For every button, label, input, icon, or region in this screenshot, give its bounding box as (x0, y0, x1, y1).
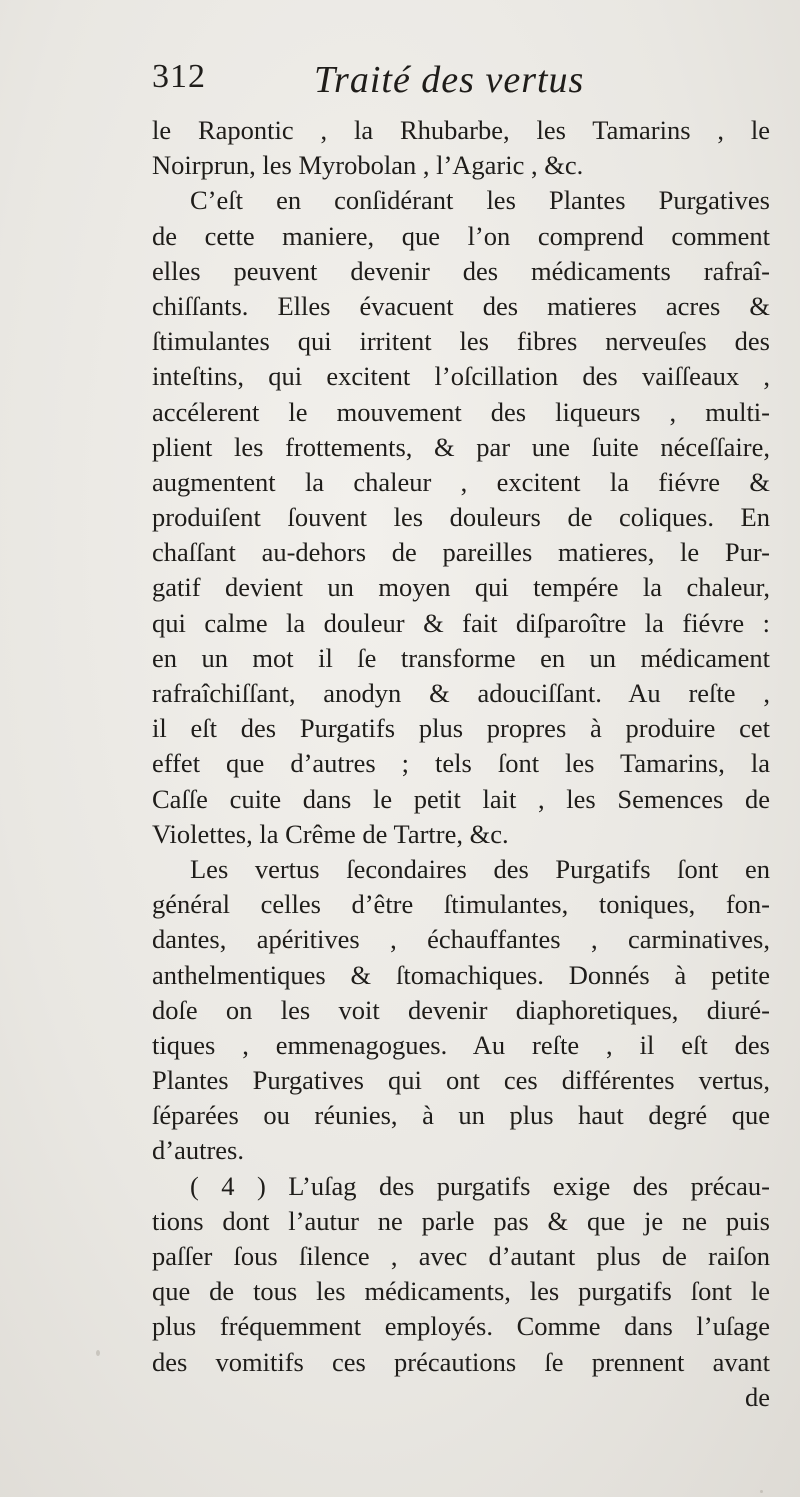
text-line: en un mot il ſe transforme en un médicament (152, 642, 770, 673)
text-line: général celles d’être ſtimulantes, toniques, fon- (152, 889, 770, 920)
text-line: ſtimulantes qui irritent les fibres nerveuſes des (152, 326, 770, 357)
text-line: ſéparées ou réunies, à un plus haut degré que (152, 1100, 770, 1131)
text-line: anthelmentiques & ſtomachiques. Donnés à petite (152, 959, 770, 990)
text-line: qui calme la douleur & fait diſparoître la fiévre : (152, 607, 770, 638)
text-line: chiſſants. Elles évacuent des matieres acres & (152, 290, 770, 321)
text-line: elles peuvent devenir des médicaments rafraî- (152, 255, 770, 286)
text-line: produiſent ſouvent les douleurs de coliques. En (152, 502, 770, 533)
catchword: de (744, 1381, 770, 1412)
text-line: plient les frottements, & par une ſuite néceſſaire, (152, 431, 770, 462)
text-line: dantes, apéritives , échauffantes , carminatives, (152, 924, 770, 955)
paper-spot (96, 1350, 100, 1356)
paper-spot (760, 1490, 763, 1493)
text-line: Plantes Purgatives qui ont ces différentes vertus, (152, 1065, 770, 1096)
text-line: Les vertus ſecondaires des Purgatifs ſont en (190, 853, 770, 884)
text-line: Noirprun, les Myrobolan , l’Agaric , &c. (152, 150, 584, 181)
text-line: ( 4 ) L’uſag des purgatifs exige des précau- (190, 1170, 770, 1201)
text-line: effet que d’autres ; tels ſont les Tamarins, la (152, 748, 770, 779)
text-line: des vomitifs ces précautions ſe prennent avant (152, 1346, 770, 1377)
body-text (152, 113, 770, 1415)
text-line: rafraîchiſſant, anodyn & adouciſſant. Au reſte , (152, 678, 770, 708)
text-line: chaſſant au-dehors de pareilles matieres, le Pur- (152, 537, 770, 568)
text-line: accélerent le mouvement des liqueurs , multi- (152, 396, 770, 427)
text-line: Caſſe cuite dans le petit lait , les Semences de (152, 783, 770, 814)
text-line: inteſtins, qui excitent l’oſcillation des vaiſſeaux , (152, 361, 770, 392)
text-line: tions dont l’autur ne parle pas & que je ne puis (152, 1205, 770, 1236)
text-line: de cette maniere, que l’on comprend comment (152, 220, 770, 251)
text-line: plus fréquemment employés. Comme dans l’uſage (152, 1311, 770, 1342)
page-header (152, 58, 772, 108)
text-line: Violettes, la Crême de Tartre, &c. (152, 818, 509, 849)
running-title: Traité des vertus (314, 59, 585, 101)
page-number: 312 (152, 58, 206, 95)
text-line: le Rapontic , la Rhubarbe, les Tamarins , le (152, 115, 770, 145)
text-line: C’eſt en conſidérant les Plantes Purgatives (190, 185, 770, 216)
text-line: doſe on les voit devenir diaphoretiques, diuré- (152, 994, 770, 1025)
text-line: paſſer ſous ſilence , avec d’autant plus de raiſon (152, 1241, 770, 1271)
text-line: que de tous les médicaments, les purgatifs ſont le (152, 1276, 770, 1307)
text-line: d’autres. (152, 1135, 244, 1166)
text-line: tiques , emmenagogues. Au reſte , il eſt des (152, 1029, 770, 1060)
text-line: augmentent la chaleur , excitent la fiévre & (152, 466, 770, 497)
text-line: il eſt des Purgatifs plus propres à produire cet (152, 713, 770, 744)
text-line: gatif devient un moyen qui tempére la chaleur, (152, 572, 770, 603)
